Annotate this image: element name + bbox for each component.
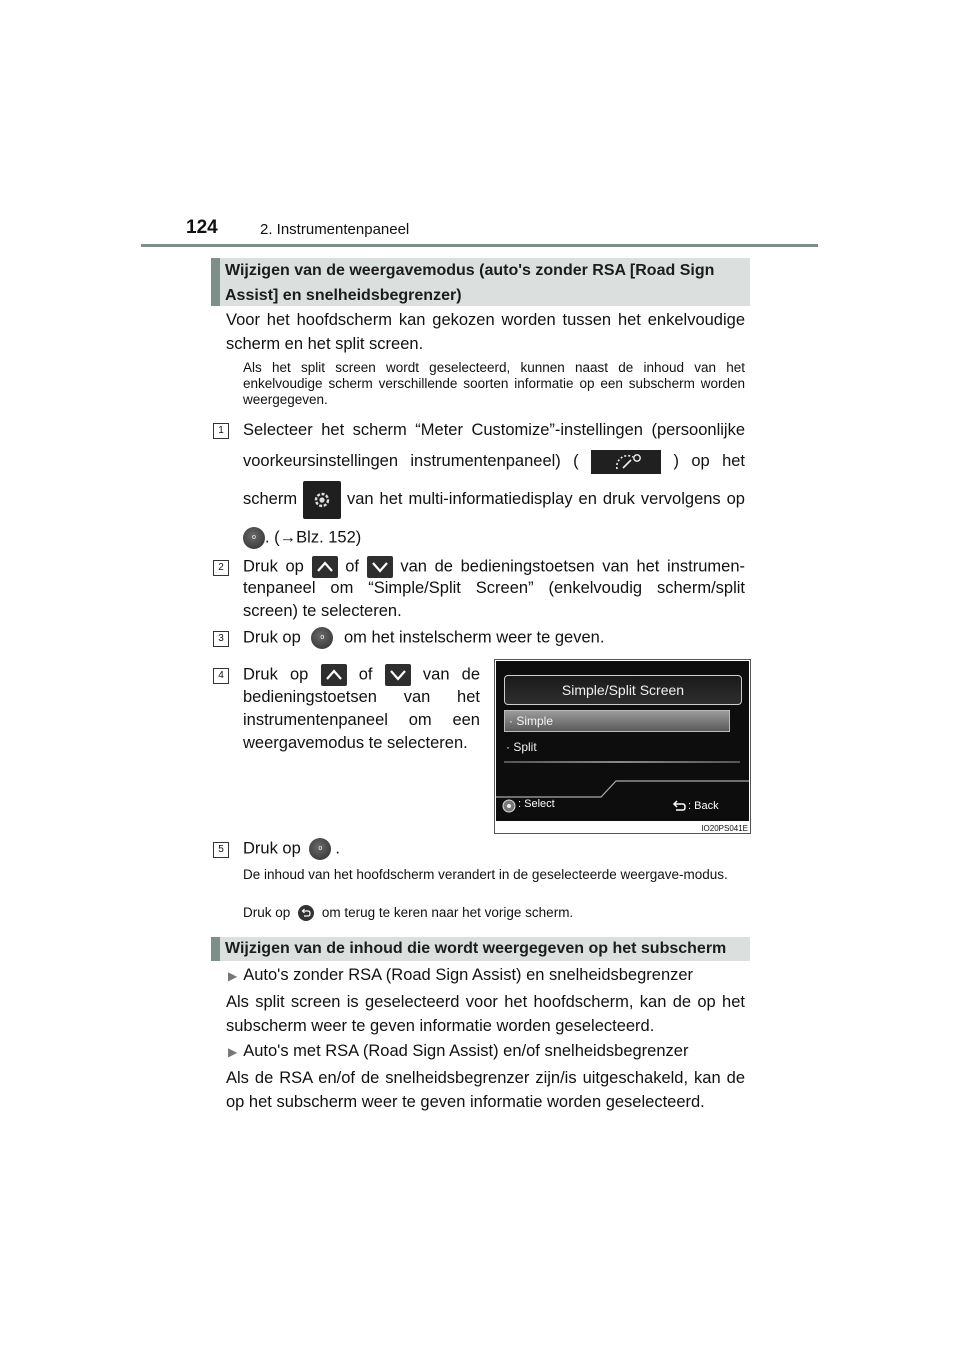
- step-1-text-a: voorkeursinstellingen instrumentenpaneel) (: [243, 452, 579, 470]
- step-4-line-2: bedieningstoetsen van het: [243, 688, 480, 706]
- bullet-1-text: Auto's zonder RSA (Road Sign Assist) en snelheidsbegrenzer: [243, 966, 694, 984]
- step-2-text-c: van de bedieningstoetsen van het instrumen-: [400, 557, 745, 576]
- paragraph-with-rsa: Als de RSA en/of de snelheidsbegrenzer zijn/is uitgeschakeld, kan de op het subscherm weer te geven informatie worden geselecteerd.: [226, 1069, 745, 1111]
- back-arrow-icon: [672, 800, 686, 812]
- select-knob-icon: [502, 799, 516, 813]
- step-number-5: 5: [213, 842, 229, 858]
- ok-button-icon: o: [309, 838, 331, 860]
- step-1-text-c: scherm: [243, 490, 298, 508]
- option-split: · Split: [506, 740, 537, 754]
- option-simple: · Simple: [504, 710, 730, 732]
- step-4-line-4: weergavemodus te selecteren.: [243, 734, 468, 752]
- step-3-text-b: om het instelscherm weer te geven.: [343, 628, 605, 647]
- step-3-text-a: Druk op: [243, 628, 301, 647]
- ok-button-icon: o: [311, 627, 333, 649]
- step-2-text-a: Druk op: [243, 557, 304, 576]
- meter-customize-icon: [591, 450, 661, 474]
- step-4-line-1: [243, 664, 480, 686]
- step-5-note-text-a: Druk op: [243, 905, 291, 920]
- step-4-text-c: van de: [422, 665, 481, 684]
- step-4-text-a: Druk op: [243, 665, 309, 684]
- step-1-line-4: [243, 527, 361, 549]
- screen-separator: [504, 761, 740, 763]
- bullet-2-text: Auto's met RSA (Road Sign Assist) en/of snelheidsbegrenzer: [243, 1042, 689, 1060]
- step-4-line-3: instrumentenpaneel om een: [243, 711, 480, 729]
- section-header-display-mode: Wijzigen van de weergavemodus (auto's zonder RSA [Road Sign Assist] en snelheidsbegrenzer): [211, 258, 750, 306]
- step-2-line-3: screen) te selecteren.: [243, 602, 402, 620]
- step-1-line-1: Selecteer het scherm “Meter Customize”-instellingen (persoonlijke: [243, 421, 745, 439]
- step-5-line: [243, 838, 340, 860]
- step-2-text-b: of: [345, 557, 359, 576]
- split-screen-note: Als het split screen wordt geselecteerd, kunnen naast de inhoud van het enkelvoudige scherm verschillende soorten informatie op een subscherm worden weergegeven.: [243, 360, 745, 407]
- simple-split-screen-figure: [494, 659, 751, 834]
- step-1-text-b: ) op het: [673, 452, 746, 470]
- header-rule: [141, 244, 818, 247]
- step-number-4: 4: [213, 668, 229, 684]
- display-screen: [496, 661, 749, 821]
- figure-code: IO20PS041E: [701, 824, 748, 833]
- step-5-note-2: [243, 905, 745, 921]
- step-5-text-b: .: [335, 839, 340, 858]
- paragraph-without-rsa: Als split screen is geselecteerd voor het hoofdscherm, kan de op het subscherm weer te geven informatie worden geselecteerd.: [226, 993, 745, 1035]
- intro-paragraph: Voor het hoofdscherm kan gekozen worden tussen het enkelvoudige scherm en het split screen.: [226, 311, 745, 353]
- bullet-with-rsa: [228, 1039, 747, 1064]
- gear-icon: [303, 481, 341, 519]
- up-arrow-icon: [312, 556, 338, 578]
- step-5-note-1: De inhoud van het hoofdscherm verandert in de geselecteerde weergave-modus.: [243, 867, 728, 882]
- step-1-text-d: van het multi-informatiedisplay en druk vervolgens op: [347, 490, 745, 508]
- step-1-line-3: [243, 480, 745, 519]
- step-4-text-b: of: [358, 665, 373, 684]
- select-label: : Select: [518, 798, 555, 810]
- down-arrow-icon: [385, 664, 411, 686]
- back-label: : Back: [688, 800, 719, 812]
- step-number-2: 2: [213, 560, 229, 576]
- screen-title: Simple/Split Screen: [504, 675, 742, 705]
- section-header-subscreen: Wijzigen van de inhoud die wordt weergegeven op het subscherm: [211, 937, 750, 961]
- step-1-page-ref: . (→Blz. 152): [265, 528, 362, 547]
- step-3-line: [243, 627, 604, 649]
- ok-button-icon: o: [243, 527, 265, 549]
- bullet-triangle-icon: ▶: [228, 1045, 238, 1059]
- back-button-icon: [298, 905, 314, 921]
- chapter-title: 2. Instrumentenpaneel: [260, 221, 410, 238]
- step-5-text-a: Druk op: [243, 839, 301, 858]
- step-1-line-2: [243, 449, 745, 474]
- step-2-line-2: tenpaneel om “Simple/Split Screen” (enkelvoudig scherm/split: [243, 579, 745, 597]
- bullet-triangle-icon: ▶: [228, 969, 238, 983]
- down-arrow-icon: [367, 556, 393, 578]
- step-5-note-text-b: om terug te keren naar het vorige scherm.: [321, 905, 574, 920]
- step-number-3: 3: [213, 631, 229, 647]
- page-number: 124: [186, 217, 218, 238]
- step-2-line-1: [243, 556, 745, 578]
- step-number-1: 1: [213, 423, 229, 439]
- bullet-without-rsa: [228, 963, 747, 988]
- up-arrow-icon: [321, 664, 347, 686]
